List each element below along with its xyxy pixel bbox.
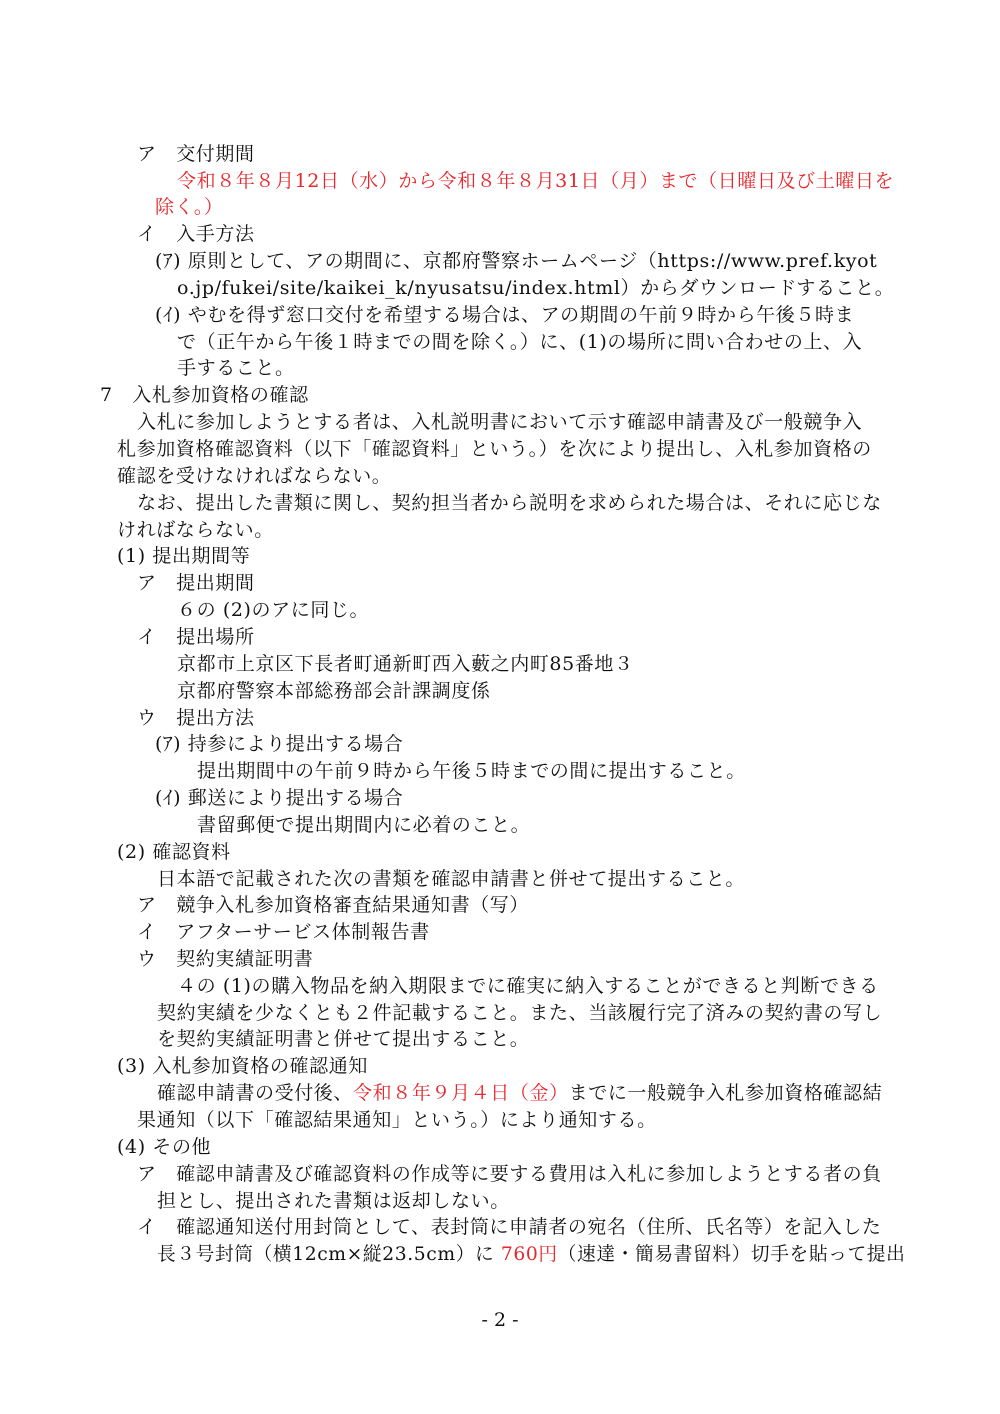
sub-4-item-i-cont (157, 1241, 905, 1267)
section-7-para2: なお、提出した書類に関し、契約担当者から説明を求められた場合は、それに応じな (137, 492, 882, 514)
section-7-para1: 入札に参加しようとする者は、入札説明書において示す確認申請書及び一般競争入 (137, 411, 863, 433)
sub-1-heading: (1) 提出期間等 (117, 545, 251, 567)
method-a-text: (ｱ) 原則として、アの期間に、京都府警察ホームページ（https://www.pref.kyot (155, 250, 878, 272)
method-b-text-cont: で（正午から午後１時までの間を除く。）に、(1)の場所に問い合わせの上、入 (177, 331, 863, 353)
envelope-text-part1: 長３号封筒（横12cm×縦23.5cm）に (157, 1243, 501, 1265)
delivery-period-dates-cont: 除く。） (155, 196, 224, 218)
delivery-period-dates: 令和８年８月12日（水）から令和８年８月31日（月）まで（日曜日及び土曜日を (177, 170, 895, 192)
submit-in-person: (ｱ) 持参により提出する場合 (155, 733, 404, 755)
sub-3-heading: (3) 入札参加資格の確認通知 (117, 1055, 368, 1077)
sub-2-item-a: ア 競争入札参加資格審査結果通知書（写） (137, 894, 530, 916)
submit-in-person-text: 提出期間中の午前９時から午後５時までの間に提出すること。 (197, 760, 746, 782)
sub-4-heading: (4) その他 (117, 1136, 212, 1158)
postage-amount: 760円 (500, 1243, 558, 1265)
sub-4-item-i: イ 確認通知送付用封筒として、表封筒に申請者の宛名（住所、氏名等）を記入した (137, 1216, 882, 1238)
sub-3-text-cont: 果通知（以下「確認結果通知」という。）により通知する。 (137, 1109, 657, 1131)
sub-1-item-i: イ 提出場所 (137, 626, 255, 648)
sub-2-text: 日本語で記載された次の書類を確認申請書と併せて提出すること。 (157, 868, 746, 890)
page-number: - 2 - (481, 1309, 519, 1331)
section-7-para1-cont: 札参加資格確認資料（以下「確認資料」という。）を次により提出し、入札参加資格の (117, 438, 872, 460)
sub-1-item-a: ア 提出期間 (137, 572, 255, 594)
contract-record-text: ４の (1)の購入物品を納入期限までに確実に納入することができると判断できる (177, 975, 879, 997)
sub-2-heading: (2) 確認資料 (117, 841, 231, 863)
section-7-heading: 7 入札参加資格の確認 (100, 384, 309, 406)
contract-record-text-cont: 契約実績を少なくとも２件記載すること。また、当該履行完了済みの契約書の写し (157, 1002, 883, 1024)
sub-4-item-a-cont: 担とし、提出された書類は返却しない。 (157, 1190, 510, 1212)
sub-2-item-u: ウ 契約実績証明書 (137, 948, 314, 970)
submission-address: 京都市上京区下長者町通新町西入藪之内町85番地３ (177, 653, 634, 675)
method-a-url-cont: o.jp/fukei/site/kaikei_k/nyusatsu/index.html）からダウンロードすること。 (177, 277, 895, 299)
submission-office: 京都府警察本部総務部会計課調度係 (177, 680, 491, 702)
method-b-text: (ｲ) やむを得ず窓口交付を希望する場合は、アの期間の午前９時から午後５時ま (155, 304, 855, 326)
sub-2-item-i: イ アフターサービス体制報告書 (137, 921, 430, 943)
method-b-text-end: 手すること。 (177, 357, 295, 379)
section-7-para2-end: ければならない。 (117, 519, 274, 541)
envelope-text-part3: （速達・簡易書留料）切手を貼って提出 (557, 1243, 906, 1265)
sub-1-item-a-text: ６の (2)のアに同じ。 (177, 599, 370, 621)
sub-3-text-part3: までに一般競争入札参加資格確認結 (568, 1082, 883, 1104)
sub-1-item-u: ウ 提出方法 (137, 707, 255, 729)
section-7-para1-end: 確認を受けなければならない。 (117, 465, 392, 487)
confirmation-deadline-date: 令和８年９月４日（金） (353, 1082, 569, 1104)
submit-by-mail-text: 書留郵便で提出期間内に必着のこと。 (197, 814, 531, 836)
contract-record-text-end: を契約実績証明書と併せて提出すること。 (157, 1028, 530, 1050)
sub-3-text-part1: 確認申請書の受付後、 (157, 1082, 354, 1104)
submit-by-mail: (ｲ) 郵送により提出する場合 (155, 787, 404, 809)
item-i-acquisition-method: イ 入手方法 (137, 223, 255, 245)
item-a-delivery-period: ア 交付期間 (137, 143, 255, 165)
sub-4-item-a: ア 確認申請書及び確認資料の作成等に要する費用は入札に参加しようとする者の負 (137, 1163, 882, 1185)
sub-3-text (157, 1080, 882, 1106)
